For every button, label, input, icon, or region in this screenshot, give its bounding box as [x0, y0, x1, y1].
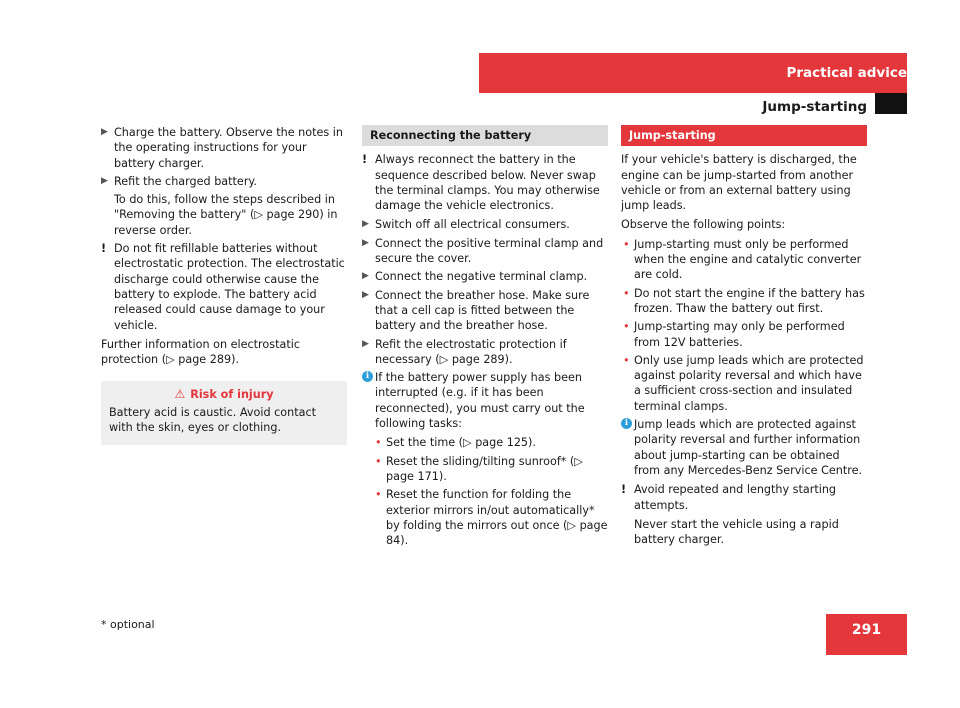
bullet-dot-icon: • — [623, 353, 630, 367]
step-arrow-icon: ▶ — [101, 127, 108, 137]
exclamation-icon: ! — [621, 483, 627, 497]
page-number: 291 — [851, 622, 882, 638]
section-title: Practical advice — [786, 65, 907, 81]
info-note — [621, 417, 867, 478]
right-column — [621, 125, 867, 550]
step-text: Connect the breather hose. Make sure that a cell cap is fitted between the battery and the breather hose. — [375, 288, 590, 333]
info-text: If the battery power supply has been interrupted (e.g. if it has been reconnected), you must carry out the following tasks: — [375, 371, 585, 431]
list-item-text: Reset the function for folding the exterior mirrors in/out automatically* by folding the mirrors out once (▷ page 84). — [386, 488, 608, 548]
caution-note — [621, 482, 867, 513]
warning-triangle-icon: ⚠ — [174, 387, 186, 402]
note-text: Always reconnect the battery in the sequence described below. Never swap the terminal clamps. You may otherwise damage the vehicle electronics. — [375, 153, 600, 213]
further-info: Further information on electrostatic protection (▷ page 289). — [101, 337, 300, 367]
exclamation-icon: ! — [101, 242, 107, 256]
step-arrow-icon: ▶ — [362, 219, 369, 230]
step-item — [101, 174, 347, 189]
info-icon: i — [362, 371, 373, 382]
bullet-dot-icon: • — [375, 454, 382, 468]
section-heading: Reconnecting the battery — [362, 125, 608, 146]
step-arrow-icon: ▶ — [362, 237, 369, 248]
section-heading: Jump-starting — [621, 125, 867, 146]
list-item-text: Set the time (▷ page 125). — [386, 436, 536, 450]
info-note — [362, 370, 608, 431]
list-item — [621, 286, 867, 317]
step-item — [362, 337, 608, 368]
caution-note — [101, 241, 347, 333]
footnote: * optional — [101, 618, 155, 631]
info-text: Jump leads which are protected against polarity reversal and further information about jump-starting can be obtained from any Mercedes-Benz Service Centre. — [634, 418, 863, 477]
step-item — [362, 236, 608, 267]
list-item — [621, 319, 867, 350]
step-arrow-icon: ▶ — [362, 338, 369, 349]
step-text: Connect the positive terminal clamp and secure the cover. — [375, 236, 604, 266]
step-arrow-icon: ▶ — [101, 175, 108, 186]
thumb-tab — [875, 93, 907, 114]
note-continuation: Never start the vehicle using a rapid battery charger. — [634, 517, 839, 547]
list-item — [621, 353, 867, 414]
list-item — [362, 435, 608, 450]
list-item — [362, 454, 608, 485]
step-item — [362, 288, 608, 334]
bullet-dot-icon: • — [623, 237, 630, 251]
list-item — [621, 237, 867, 283]
step-item — [362, 217, 608, 232]
note-text: Avoid repeated and lengthy starting attempts. — [634, 483, 837, 512]
step-text: Switch off all electrical consumers. — [375, 218, 570, 232]
note-text: Do not fit refillable batteries without electrostatic protection. The electrostatic discharge could otherwise cause the battery to explode. The battery acid released could cause damage to your vehicle. — [114, 242, 345, 332]
list-item-text: Do not start the engine if the battery has frozen. Thaw the battery out first. — [634, 286, 865, 315]
bullet-dot-icon: • — [375, 488, 382, 502]
bullet-dot-icon: • — [623, 286, 630, 300]
left-column — [101, 125, 347, 445]
info-icon: i — [621, 418, 632, 429]
step-item — [101, 125, 347, 171]
list-item-text: Jump-starting must only be performed when the engine and catalytic converter are cold. — [634, 237, 862, 282]
exclamation-icon: ! — [362, 153, 368, 167]
step-continuation: To do this, follow the steps described in "Removing the battery" (▷ page 290) in reverse order. — [114, 193, 338, 237]
observe-text: Observe the following points: — [621, 218, 786, 232]
subsection-title: Jump-starting — [762, 99, 867, 115]
list-item — [362, 487, 608, 548]
step-text: Connect the negative terminal clamp. — [375, 270, 588, 284]
warning-box — [101, 381, 347, 445]
step-text: Refit the charged battery. — [114, 174, 257, 188]
list-item-text: Jump-starting may only be performed from 12V batteries. — [634, 320, 845, 349]
bullet-dot-icon: • — [375, 436, 382, 450]
warning-title-text: Risk of injury — [190, 388, 274, 402]
caution-note — [362, 152, 608, 213]
middle-column — [362, 125, 608, 551]
step-arrow-icon: ▶ — [362, 271, 369, 282]
warning-text: Battery acid is caustic. Avoid contact with the skin, eyes or clothing. — [109, 405, 317, 435]
warning-title — [109, 387, 339, 402]
step-text: Charge the battery. Observe the notes in the operating instructions for your battery charger. — [114, 126, 343, 170]
intro-text: If your vehicle's battery is discharged, the engine can be jump-started from another vehicle or from an external battery using jump leads. — [621, 153, 857, 213]
list-item-text: Reset the sliding/tilting sunroof* (▷ page 171). — [386, 454, 583, 483]
step-item — [362, 269, 608, 284]
bullet-dot-icon: • — [623, 320, 630, 334]
list-item-text: Only use jump leads which are protected against polarity reversal and which have a sufficient cross-section and insulated terminal clamps. — [634, 353, 864, 413]
step-arrow-icon: ▶ — [362, 289, 369, 300]
step-text: Refit the electrostatic protection if necessary (▷ page 289). — [375, 337, 567, 366]
